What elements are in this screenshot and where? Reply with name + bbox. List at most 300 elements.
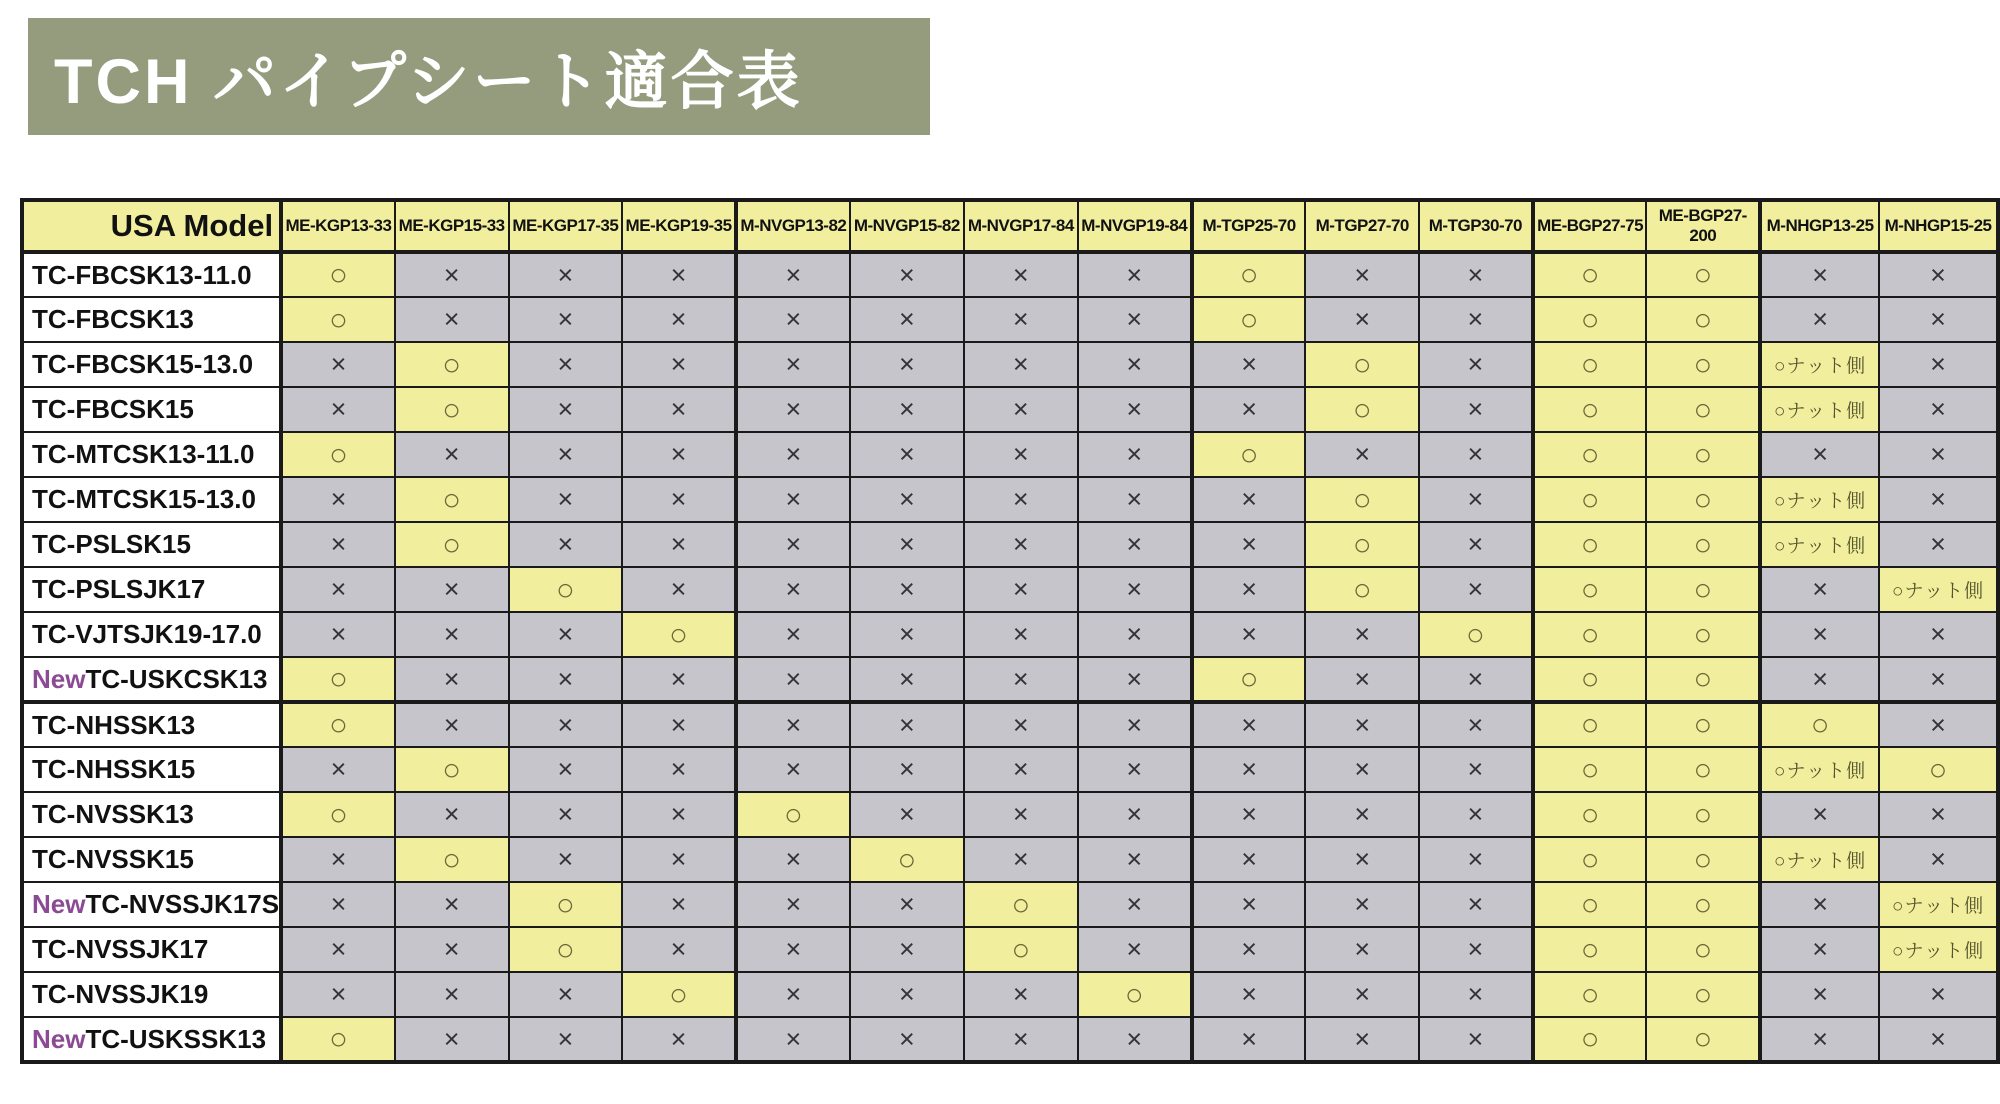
page-title-text: TCH パイプシート適合表	[54, 47, 803, 117]
compat-cell-ng: ×	[964, 387, 1078, 432]
compat-cell-ng: ×	[1192, 387, 1306, 432]
compat-cell-ng: ×	[964, 252, 1078, 297]
compat-cell-ng: ×	[509, 252, 623, 297]
table-row	[22, 972, 1998, 1017]
model-name: TC-NVSSK13	[32, 799, 194, 829]
compat-cell-ng: ×	[1879, 612, 1998, 657]
compat-cell-ng: ×	[1879, 1017, 1998, 1062]
compat-cell-ng: ×	[964, 702, 1078, 747]
corner-header: USA Model	[22, 200, 281, 252]
compat-cell-ng: ×	[395, 567, 509, 612]
compat-cell-ng: ×	[1078, 522, 1192, 567]
model-name: TC-PSLSJK17	[32, 574, 206, 604]
compat-cell-ng: ×	[1419, 972, 1533, 1017]
compat-cell-ok: ○	[1533, 882, 1647, 927]
compat-cell-ok: ○	[1533, 567, 1647, 612]
column-header: M-TGP27-70	[1305, 200, 1419, 252]
compat-cell-ng: ×	[395, 657, 509, 702]
compat-cell-ok: ○	[1646, 882, 1760, 927]
compat-cell-ok: ○	[1533, 522, 1647, 567]
compat-cell-ng: ×	[1419, 387, 1533, 432]
compat-cell-ng: ×	[281, 837, 395, 882]
table-row	[22, 297, 1998, 342]
compat-cell-ng: ×	[395, 882, 509, 927]
column-header: M-NHGP15-25	[1879, 200, 1998, 252]
table-row	[22, 477, 1998, 522]
model-label-cell	[22, 477, 281, 522]
compat-cell-ng: ×	[281, 927, 395, 972]
compat-cell-ng: ×	[850, 477, 964, 522]
compat-cell-ng: ×	[395, 972, 509, 1017]
compat-cell-ok: ○	[281, 432, 395, 477]
compat-cell-ok: ○	[1646, 837, 1760, 882]
compat-cell-ng: ×	[509, 747, 623, 792]
compat-cell-ok: ○	[1646, 522, 1760, 567]
compat-cell-ng: ×	[964, 747, 1078, 792]
compat-cell-ng: ×	[1192, 882, 1306, 927]
compat-cell-ng: ×	[1078, 837, 1192, 882]
model-name: TC-USKSSK13	[85, 1023, 267, 1054]
compat-cell-ng: ×	[1305, 1017, 1419, 1062]
compat-cell-ng: ×	[395, 792, 509, 837]
compat-cell-ng: ×	[850, 882, 964, 927]
model-name: TC-FBCSK15-13.0	[32, 349, 254, 379]
compat-cell-ok: ○	[1305, 477, 1419, 522]
table-row	[22, 252, 1998, 297]
table-row	[22, 432, 1998, 477]
page-title	[28, 18, 930, 135]
compat-cell-ng: ×	[736, 1017, 850, 1062]
table-row	[22, 612, 1998, 657]
compatibility-table	[20, 198, 2000, 1064]
compat-cell-ok: ○	[622, 972, 736, 1017]
model-name: TC-NVSSJK19	[32, 979, 209, 1009]
compat-cell-ng: ×	[1419, 252, 1533, 297]
compat-cell-ok: ○	[1533, 342, 1647, 387]
compat-cell-ok: ○	[1646, 612, 1760, 657]
compat-cell-ok: ○	[509, 927, 623, 972]
compat-cell-ok: ○	[1533, 747, 1647, 792]
compat-cell-ng: ×	[736, 972, 850, 1017]
compat-cell-ok: ○	[622, 612, 736, 657]
column-header: M-TGP25-70	[1192, 200, 1306, 252]
compat-cell-ng: ×	[622, 927, 736, 972]
compat-cell-ng: ×	[509, 522, 623, 567]
compat-cell-ng: ×	[1078, 612, 1192, 657]
model-label-cell	[22, 792, 281, 837]
compat-cell-ok: ○	[1533, 972, 1647, 1017]
compat-cell-ok: ○	[1533, 297, 1647, 342]
compat-cell-ng: ×	[281, 882, 395, 927]
compat-cell-ng: ×	[1419, 342, 1533, 387]
compat-cell-ok: ○	[1533, 792, 1647, 837]
compat-cell-ok: ○	[281, 657, 395, 702]
compat-cell-ng: ×	[509, 432, 623, 477]
compat-cell-ng: ×	[1419, 567, 1533, 612]
model-label-cell	[22, 837, 281, 882]
compat-cell-ng: ×	[1760, 792, 1879, 837]
model-label-cell	[22, 882, 281, 927]
compat-cell-ng: ×	[1192, 972, 1306, 1017]
compat-cell-ng: ×	[1078, 927, 1192, 972]
compat-cell-ng: ×	[622, 747, 736, 792]
compat-cell-ng: ×	[1078, 882, 1192, 927]
model-name: TC-PSLSK15	[32, 529, 191, 559]
compat-cell-ng: ×	[281, 477, 395, 522]
compat-cell-ng: ×	[509, 297, 623, 342]
compat-cell-ng: ×	[850, 657, 964, 702]
compat-cell-ng: ×	[1419, 657, 1533, 702]
compat-cell-ng: ×	[1078, 297, 1192, 342]
compat-cell-ng: ×	[850, 927, 964, 972]
column-header: M-NVGP13-82	[736, 200, 850, 252]
compat-cell-ng: ×	[1419, 297, 1533, 342]
compat-cell-ng: ×	[1419, 837, 1533, 882]
compat-cell-ng: ×	[1879, 387, 1998, 432]
compat-cell-ok: ○	[1419, 612, 1533, 657]
compat-cell-ng: ×	[964, 837, 1078, 882]
compat-cell-ng: ×	[1078, 432, 1192, 477]
compat-cell-ng: ×	[736, 477, 850, 522]
compat-cell-ng: ×	[622, 882, 736, 927]
compat-cell-ok: ○	[1646, 477, 1760, 522]
compat-cell-ng: ×	[1879, 702, 1998, 747]
compat-cell-ok: ○	[395, 387, 509, 432]
compat-cell-ng: ×	[1305, 432, 1419, 477]
compat-cell-ng: ×	[850, 522, 964, 567]
compat-cell-ok: ○	[1646, 567, 1760, 612]
compat-cell-ng: ×	[1305, 972, 1419, 1017]
compat-cell-ng: ×	[1305, 657, 1419, 702]
compat-cell-ng: ×	[1078, 747, 1192, 792]
model-label-cell	[22, 432, 281, 477]
compat-cell-ng: ×	[1419, 792, 1533, 837]
compat-cell-ng: ×	[736, 882, 850, 927]
compat-cell-ng: ×	[395, 1017, 509, 1062]
table-row	[22, 342, 1998, 387]
compat-cell-ok: ○	[1646, 792, 1760, 837]
compat-cell-ng: ×	[964, 792, 1078, 837]
model-name: TC-FBCSK15	[32, 394, 194, 424]
compat-cell-ng: ×	[509, 657, 623, 702]
table-row	[22, 1017, 1998, 1062]
table-row	[22, 837, 1998, 882]
table-row	[22, 792, 1998, 837]
compat-cell-ng: ×	[509, 1017, 623, 1062]
compat-cell-ng: ×	[964, 522, 1078, 567]
compat-cell-ng: ×	[964, 342, 1078, 387]
compat-cell-ng: ×	[850, 432, 964, 477]
compat-cell-ng: ×	[1305, 882, 1419, 927]
model-label-cell	[22, 297, 281, 342]
compat-cell-ng: ×	[1879, 972, 1998, 1017]
compat-cell-ok: ○	[1533, 657, 1647, 702]
compat-cell-ng: ×	[850, 792, 964, 837]
compat-cell-ng: ×	[509, 477, 623, 522]
compat-cell-ng: ×	[736, 612, 850, 657]
compat-cell-ng: ×	[1419, 1017, 1533, 1062]
compat-cell-ng: ×	[1419, 702, 1533, 747]
compat-cell-ng: ×	[964, 567, 1078, 612]
compat-cell-ng: ×	[509, 972, 623, 1017]
model-name: TC-MTCSK13-11.0	[32, 439, 255, 469]
compat-cell-ok: ○	[1533, 837, 1647, 882]
compat-cell-ng: ×	[622, 432, 736, 477]
compat-cell-ok: ○	[1646, 747, 1760, 792]
model-name: TC-USKCSK13	[85, 663, 268, 694]
compat-cell-ng: ×	[964, 972, 1078, 1017]
compat-cell-ng: ×	[850, 567, 964, 612]
compat-cell-ng: ×	[1760, 972, 1879, 1017]
compat-cell-ng: ×	[281, 567, 395, 612]
compat-cell-ng: ×	[736, 567, 850, 612]
column-header: ME-KGP19-35	[622, 200, 736, 252]
compat-cell-ok: ○	[1646, 387, 1760, 432]
new-badge: New	[32, 1023, 86, 1054]
table-row	[22, 657, 1998, 702]
compat-cell-ng: ×	[395, 252, 509, 297]
table-header	[22, 200, 1998, 252]
compat-cell-ng: ×	[1760, 927, 1879, 972]
column-header: ME-BGP27-75	[1533, 200, 1647, 252]
compat-cell-ng: ×	[1879, 342, 1998, 387]
compat-cell-ok: ○	[281, 792, 395, 837]
column-header: M-NVGP15-82	[850, 200, 964, 252]
compat-cell-ok: ○	[1305, 522, 1419, 567]
compat-cell-ng: ×	[509, 342, 623, 387]
model-label-cell	[22, 927, 281, 972]
compat-cell-ng: ×	[1305, 297, 1419, 342]
compat-cell-ng: ×	[622, 387, 736, 432]
compat-cell-ng: ×	[736, 342, 850, 387]
table-row	[22, 882, 1998, 927]
compat-cell-ok: ○	[1760, 702, 1879, 747]
column-header: ME-KGP13-33	[281, 200, 395, 252]
compat-cell-ng: ×	[281, 612, 395, 657]
compat-cell-ok: ○	[850, 837, 964, 882]
model-name: TC-FBCSK13-11.0	[32, 259, 252, 290]
compat-cell-ng: ×	[1305, 792, 1419, 837]
compat-cell-ok: ○	[1646, 657, 1760, 702]
compat-cell-ng: ×	[1760, 297, 1879, 342]
compat-cell-ng: ×	[395, 612, 509, 657]
compat-cell-ng: ×	[736, 252, 850, 297]
compat-cell-ok: ○	[1646, 342, 1760, 387]
compat-cell-ng: ×	[281, 972, 395, 1017]
compat-cell-ng: ×	[964, 1017, 1078, 1062]
compat-cell-ng: ×	[1078, 567, 1192, 612]
model-label-cell	[22, 972, 281, 1017]
compat-cell-ng: ×	[964, 612, 1078, 657]
compat-cell-ng: ×	[281, 342, 395, 387]
compat-cell-ng: ×	[1879, 297, 1998, 342]
compat-cell-ng: ×	[622, 522, 736, 567]
compat-cell-ok: ○	[281, 702, 395, 747]
compat-cell-ng: ×	[1192, 1017, 1306, 1062]
model-label-cell	[22, 387, 281, 432]
model-label-cell	[22, 702, 281, 747]
model-name: TC-NHSSK13	[32, 709, 196, 740]
compat-cell-nut-side: ○ナット側	[1760, 747, 1879, 792]
compat-cell-ng: ×	[509, 702, 623, 747]
compat-cell-ng: ×	[850, 342, 964, 387]
compat-cell-ng: ×	[850, 297, 964, 342]
compat-cell-ng: ×	[1879, 522, 1998, 567]
compat-cell-ok: ○	[1646, 702, 1760, 747]
model-name: TC-NVSSJK17S	[85, 889, 280, 919]
compat-cell-ng: ×	[1760, 432, 1879, 477]
compat-cell-ng: ×	[1879, 837, 1998, 882]
compat-cell-ok: ○	[1078, 972, 1192, 1017]
compat-cell-ok: ○	[1533, 612, 1647, 657]
compat-cell-ng: ×	[1760, 657, 1879, 702]
compat-cell-ok: ○	[1879, 747, 1998, 792]
model-name: TC-NVSSK15	[32, 844, 194, 874]
compat-cell-ok: ○	[1192, 432, 1306, 477]
compat-cell-ng: ×	[1192, 342, 1306, 387]
compat-cell-ng: ×	[1192, 612, 1306, 657]
compat-cell-ng: ×	[1305, 927, 1419, 972]
compat-cell-ng: ×	[1078, 1017, 1192, 1062]
compat-cell-nut-side: ○ナット側	[1879, 567, 1998, 612]
compat-cell-ng: ×	[622, 702, 736, 747]
compat-cell-nut-side: ○ナット側	[1760, 387, 1879, 432]
compat-cell-ok: ○	[1533, 432, 1647, 477]
table-row	[22, 522, 1998, 567]
compat-cell-ng: ×	[964, 432, 1078, 477]
new-badge: New	[32, 663, 86, 694]
column-header: M-NVGP17-84	[964, 200, 1078, 252]
compat-cell-ok: ○	[509, 882, 623, 927]
header-row	[22, 200, 1998, 252]
compat-cell-ok: ○	[1646, 927, 1760, 972]
compat-cell-ng: ×	[1192, 792, 1306, 837]
compat-cell-ng: ×	[1192, 747, 1306, 792]
compat-cell-ok: ○	[395, 477, 509, 522]
compat-cell-ok: ○	[1533, 387, 1647, 432]
compat-cell-ng: ×	[509, 792, 623, 837]
compat-cell-ok: ○	[1305, 342, 1419, 387]
compat-cell-ng: ×	[1419, 747, 1533, 792]
compat-cell-ng: ×	[850, 972, 964, 1017]
compat-cell-ng: ×	[1760, 1017, 1879, 1062]
compat-cell-ng: ×	[1879, 432, 1998, 477]
column-header: ME-BGP27-200	[1646, 200, 1760, 252]
compat-cell-ok: ○	[1646, 1017, 1760, 1062]
compat-cell-ng: ×	[850, 612, 964, 657]
compat-cell-ng: ×	[1419, 522, 1533, 567]
compat-cell-ng: ×	[1078, 477, 1192, 522]
compat-cell-ok: ○	[395, 522, 509, 567]
compat-cell-ng: ×	[850, 252, 964, 297]
compat-cell-ng: ×	[736, 657, 850, 702]
compat-cell-ng: ×	[1879, 477, 1998, 522]
compat-cell-ng: ×	[395, 702, 509, 747]
compat-cell-ng: ×	[622, 567, 736, 612]
compat-cell-ng: ×	[1078, 342, 1192, 387]
model-label-cell	[22, 612, 281, 657]
compat-cell-nut-side: ○ナット側	[1879, 882, 1998, 927]
compat-cell-ng: ×	[850, 1017, 964, 1062]
compat-cell-ng: ×	[1419, 477, 1533, 522]
compat-cell-ng: ×	[1192, 702, 1306, 747]
compat-cell-ng: ×	[1305, 252, 1419, 297]
compat-cell-ng: ×	[509, 387, 623, 432]
compat-cell-ng: ×	[1078, 702, 1192, 747]
model-name: TC-FBCSK13	[32, 304, 194, 334]
model-name: TC-NHSSK15	[32, 754, 196, 784]
model-label-cell	[22, 522, 281, 567]
column-header: ME-KGP15-33	[395, 200, 509, 252]
compat-cell-ng: ×	[964, 657, 1078, 702]
model-label-cell	[22, 342, 281, 387]
compat-cell-ng: ×	[964, 477, 1078, 522]
model-label-cell	[22, 252, 281, 297]
compat-cell-ok: ○	[736, 792, 850, 837]
compat-cell-ng: ×	[1078, 252, 1192, 297]
compat-cell-ng: ×	[509, 612, 623, 657]
model-name: TC-MTCSK15-13.0	[32, 484, 256, 514]
compat-cell-ok: ○	[1533, 252, 1647, 297]
compat-cell-ng: ×	[964, 297, 1078, 342]
model-label-cell	[22, 1017, 281, 1062]
compat-cell-ng: ×	[622, 477, 736, 522]
compat-cell-ng: ×	[736, 432, 850, 477]
compat-cell-ng: ×	[1760, 612, 1879, 657]
compat-cell-ok: ○	[1192, 657, 1306, 702]
compat-cell-ng: ×	[736, 927, 850, 972]
compat-cell-ok: ○	[1646, 972, 1760, 1017]
compat-cell-nut-side: ○ナット側	[1879, 927, 1998, 972]
compat-cell-ok: ○	[1533, 702, 1647, 747]
compat-cell-ok: ○	[1533, 1017, 1647, 1062]
compat-cell-ng: ×	[1192, 522, 1306, 567]
compat-cell-ng: ×	[1419, 432, 1533, 477]
compat-cell-ng: ×	[736, 702, 850, 747]
compat-cell-ng: ×	[622, 297, 736, 342]
compat-cell-ng: ×	[1419, 927, 1533, 972]
compat-cell-ok: ○	[281, 1017, 395, 1062]
compat-cell-ng: ×	[622, 657, 736, 702]
compat-cell-ng: ×	[281, 522, 395, 567]
column-header: M-TGP30-70	[1419, 200, 1533, 252]
compat-cell-ok: ○	[1192, 252, 1306, 297]
compat-cell-ng: ×	[622, 342, 736, 387]
compat-cell-ok: ○	[395, 837, 509, 882]
compat-cell-ng: ×	[1305, 747, 1419, 792]
table-row	[22, 387, 1998, 432]
model-label-cell	[22, 657, 281, 702]
compat-cell-ok: ○	[1646, 432, 1760, 477]
compat-cell-ng: ×	[395, 297, 509, 342]
column-header: M-NHGP13-25	[1760, 200, 1879, 252]
model-name: TC-VJTSJK19-17.0	[32, 619, 262, 649]
compat-cell-ok: ○	[1192, 297, 1306, 342]
compat-cell-ng: ×	[1305, 612, 1419, 657]
compat-cell-ok: ○	[1533, 477, 1647, 522]
compat-cell-ng: ×	[1192, 837, 1306, 882]
compat-cell-ng: ×	[622, 837, 736, 882]
model-label-cell	[22, 747, 281, 792]
model-name: TC-NVSSJK17	[32, 934, 209, 964]
compat-cell-ng: ×	[1192, 477, 1306, 522]
compat-cell-ng: ×	[850, 747, 964, 792]
compat-cell-ok: ○	[1646, 297, 1760, 342]
table-body	[22, 252, 1998, 1062]
compat-cell-ng: ×	[850, 702, 964, 747]
compat-cell-ok: ○	[281, 297, 395, 342]
table-row	[22, 567, 1998, 612]
